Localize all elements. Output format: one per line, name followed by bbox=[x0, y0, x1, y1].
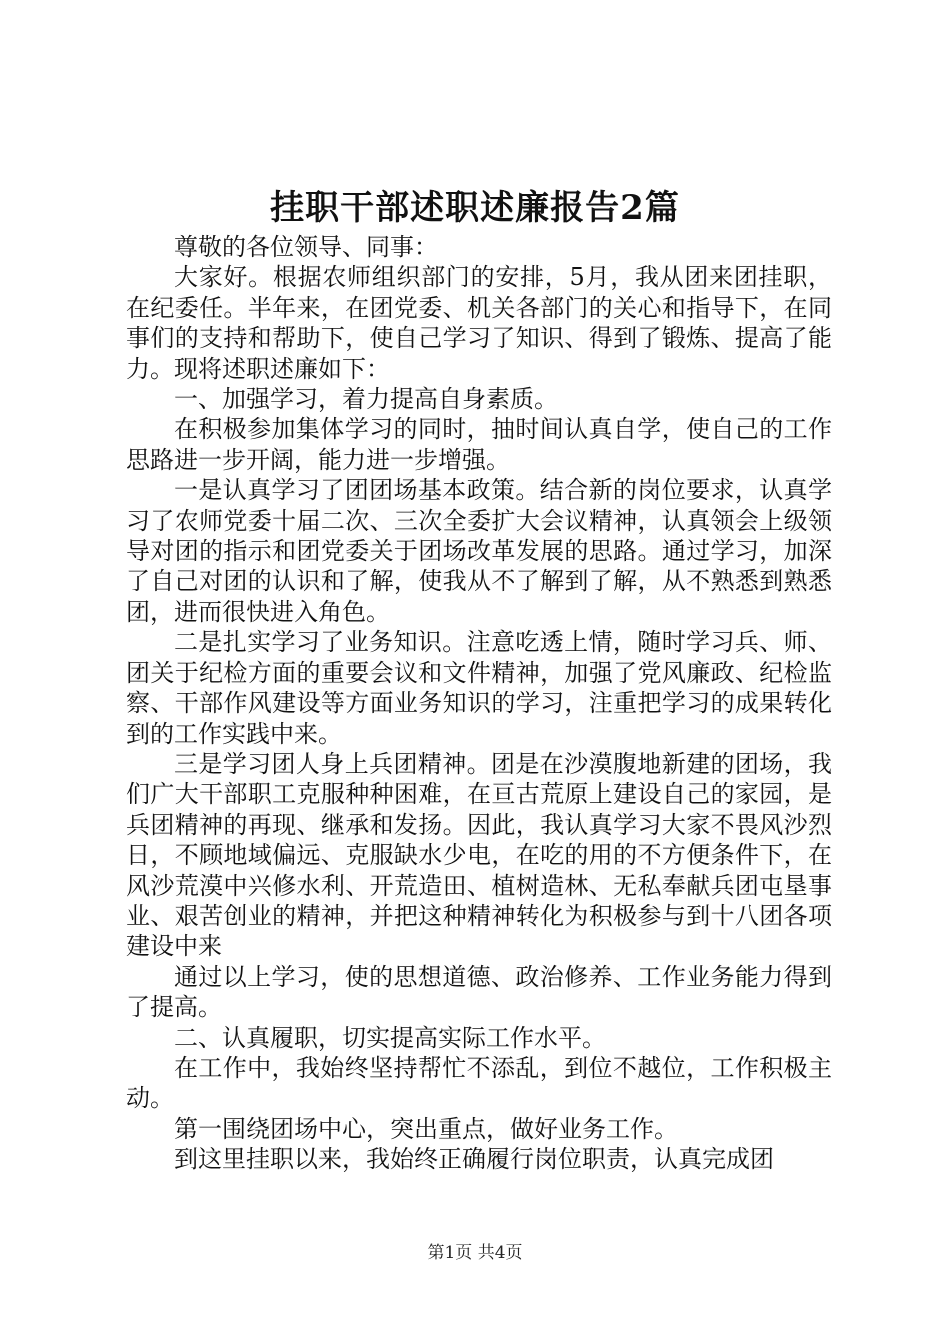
body-paragraph: 在积极参加集体学习的同时，抽时间认真自学，使自己的工作思路进一步开阔，能力进一步增强。 bbox=[126, 415, 832, 474]
body-paragraph: 三是学习团人身上兵团精神。团是在沙漠腹地新建的团场，我们广大干部职工克服种种困难，在亘古荒原上建设自己的家园，是兵团精神的再现、继承和发扬。因此，我认真学习大家不畏风沙烈日，不顾地域偏远、克服缺水少电，在吃的用的不方便条件下，在风沙荒漠中兴修水利、开荒造田、植树造林、无私奉献兵团屯垦事业、艰苦创业的精神，并把这种精神转化为积极参与到十八团各项建设中来 bbox=[126, 749, 832, 961]
section-heading-1: 一、加强学习，着力提高自身素质。 bbox=[174, 385, 558, 414]
body-paragraph: 第一围绕团场中心，突出重点，做好业务工作。 bbox=[174, 1114, 678, 1143]
body-paragraph: 通过以上学习，使的思想道德、政治修养、工作业务能力得到了提高。 bbox=[126, 962, 832, 1022]
document-title: 挂职干部述职述廉报告2篇 bbox=[270, 188, 680, 228]
body-paragraph: 在工作中，我始终坚持帮忙不添乱，到位不越位，工作积极主动。 bbox=[126, 1053, 832, 1113]
salutation-paragraph: 尊敬的各位领导、同事： bbox=[174, 233, 438, 261]
body-paragraph: 二是扎实学习了业务知识。注意吃透上情，随时学习兵、师、团关于纪检方面的重要会议和文件精神，加强了党风廉政、纪检监察、干部作风建设等方面业务知识的学习，注重把学习的成果转化到的工作实践中来。 bbox=[126, 628, 832, 748]
body-paragraph: 大家好。根据农师组织部门的安排，5月，我从团来团挂职，在纪委任。半年来，在团党委、机关各部门的关心和指导下，在同事们的支持和帮助下，使自己学习了知识、得到了锻炼、提高了能力。现将述职述廉如下： bbox=[126, 263, 832, 383]
body-paragraph: 一是认真学习了团团场基本政策。结合新的岗位要求，认真学习了农师党委十届二次、三次全委扩大会议精神，认真领会上级领导对团的指示和团党委关于团场改革发展的思路。通过学习，加深了自己对团的认识和了解，使我从不了解到了解，从不熟悉到熟悉团，进而很快进入角色。 bbox=[126, 476, 832, 626]
page-footer: 第1页 共4页 bbox=[427, 1243, 523, 1263]
document-body bbox=[126, 232, 832, 1175]
section-heading-2: 二、认真履职，切实提高实际工作水平。 bbox=[174, 1023, 606, 1052]
body-paragraph: 到这里挂职以来，我始终正确履行岗位职责，认真完成团 bbox=[174, 1145, 774, 1174]
